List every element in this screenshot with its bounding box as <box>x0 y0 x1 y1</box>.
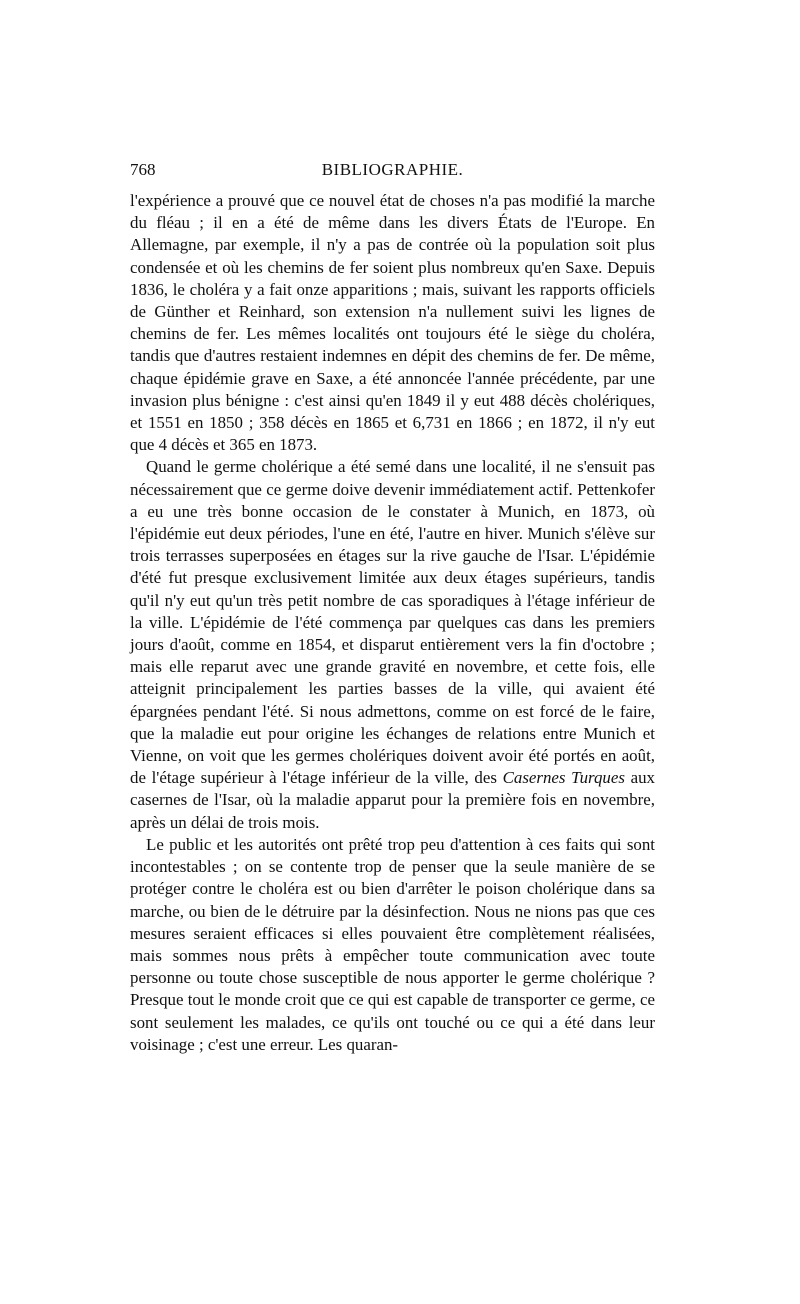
running-title: BIBLIOGRAPHIE. <box>321 160 464 179</box>
paragraph-2-text-start: Quand le germe cholérique a été semé dans une localité, il ne s'ensuit pas nécessairement que ce germe doive devenir immédiatement actif. Pettenkofer a eu une très bonne occasion de le constater à Munich, en 1873, où l'épidémie eut deux périodes, l'une en été, l'autre en hiver. Munich s'élève sur trois terrasses superposées en étages sur la rive gauche de l'Isar. L'épidémie d'été fut presque exclusivement limitée aux deux étages supérieurs, tandis qu'il n'y eut qu'un très petit nombre de cas sporadiques à l'étage inférieur de la ville. L'épidémie de l'été commença par quelques cas dans les premiers jours d'août, comme en 1854, et disparut entièrement vers la fin d'octobre ; mais elle reparut avec une grande gravité en novembre, et cette fois, elle atteignit principalement les parties basses de la ville, qui avaient été épargnées pendant l'été. Si nous admettons, comme on est forcé de le faire, que la maladie eut pour origine les échanges de relations entre Munich et Vienne, on voit que les germes cholériques doivent avoir été portés en août, de l'étage supérieur à l'étage inférieur de la ville, des <box>130 457 655 788</box>
book-page <box>130 160 655 1056</box>
page-header <box>130 160 655 188</box>
paragraph-3: Le public et les autorités ont prêté trop peu d'attention à ces faits qui sont incontestables ; on se contente trop de penser que la seule manière de se protéger contre le choléra est ou bien d'arrêter le poison cholérique dans sa marche, ou bien de le détruire par la désinfection. Nous ne nions pas que ces mesures seraient efficaces si elles pouvaient être complètement réalisées, mais sommes nous prêts à empêcher toute communication avec toute personne ou toute chose susceptible de nous apporter le germe cholérique ? Presque tout le monde croit que ce qui est capable de transporter ce germe, ce sont seulement les malades, ce qu'ils ont touché ou ce qui a été dans leur voisinage ; c'est une erreur. Les quaran- <box>130 834 655 1054</box>
page-number: 768 <box>130 160 156 179</box>
paragraph-2 <box>130 456 655 833</box>
paragraph-2-italic-term: Casernes Turques <box>502 768 625 788</box>
paragraph-1: l'expérience a prouvé que ce nouvel état de choses n'a pas modifié la marche du fléau ; il en a été de même dans les divers États de l'Europe. En Allemagne, par exemple, il n'y a pas de contrée où la population soit plus condensée et où les chemins de fer soient plus nombreux qu'en Saxe. Depuis 1836, le choléra y a fait onze apparitions ; mais, suivant les rapports officiels de Günther et Reinhard, son extension n'a nullement suivi les lignes de chemins de fer. Les mêmes localités ont toujours été le siège du choléra, tandis que d'autres restaient indemnes en dépit des chemins de fer. De même, chaque épidémie grave en Saxe, a été annoncée l'année précédente, par une invasion plus bénigne : c'est ainsi qu'en 1849 il y eut 488 décès cholériques, et 1551 en 1850 ; 358 décès en 1865 et 6,731 en 1866 ; en 1872, il n'y eut que 4 décès et 365 en 1873. <box>130 191 655 455</box>
paragraph-2-text-end: aux casernes de l'Isar, où la maladie apparut pour la première fois en novembre, après un délai de trois mois. <box>130 768 655 832</box>
